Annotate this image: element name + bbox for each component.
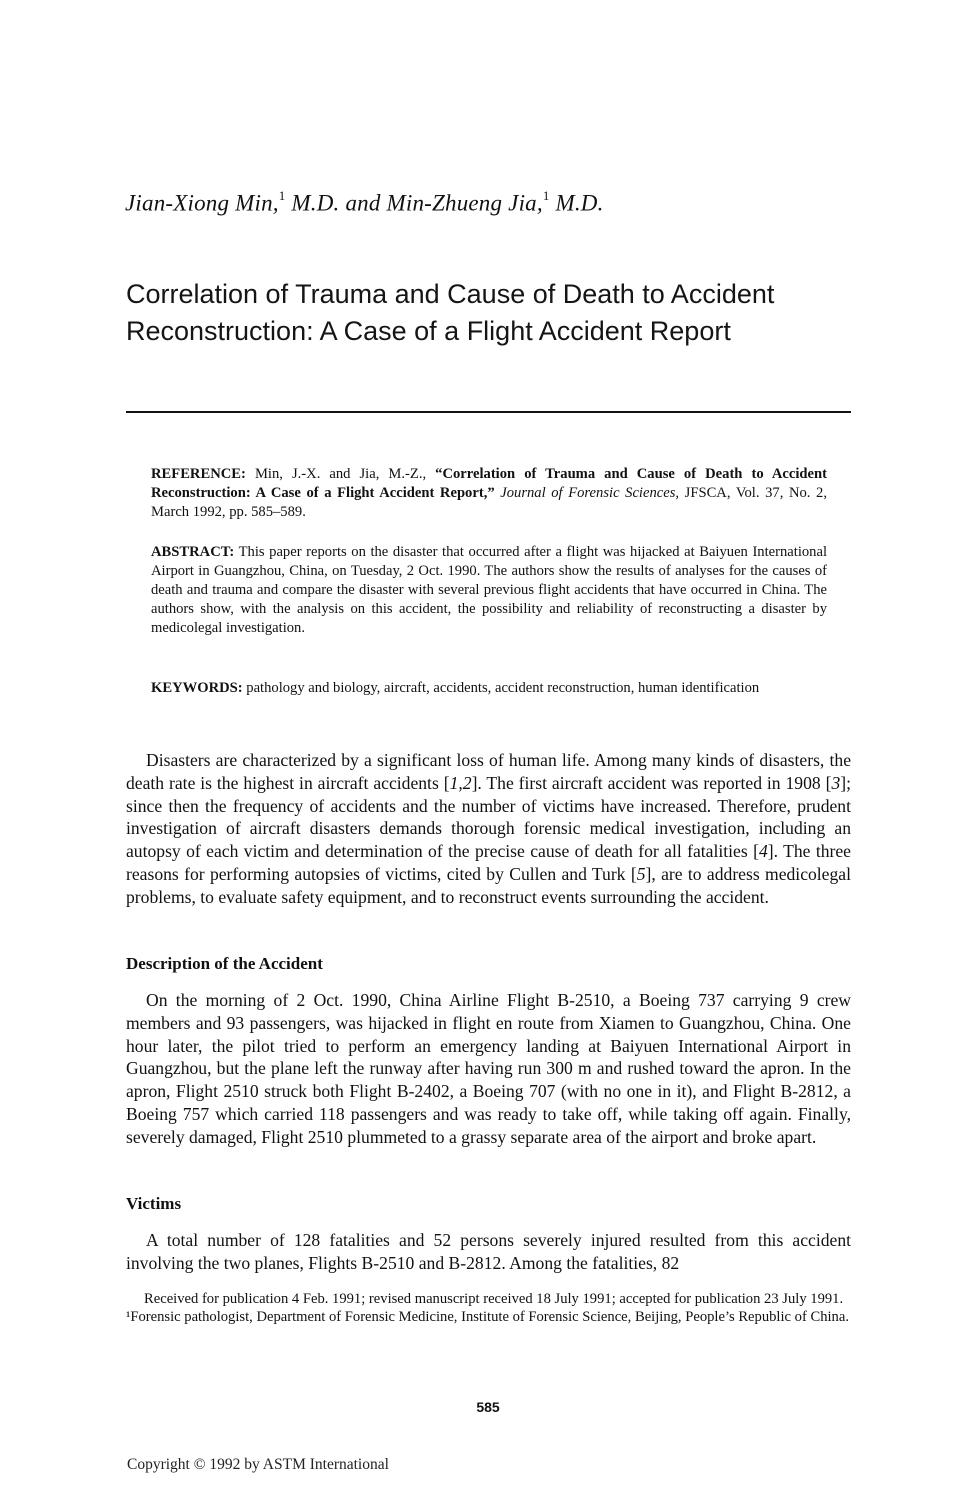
keywords-text: pathology and biology, aircraft, accidents, accident reconstruction, human identification (246, 680, 760, 696)
intro-text-4: ]. The three reasons for performing autopsies of victims, cited by Cullen and Turk [ (126, 841, 851, 884)
footnote-affiliation: ¹Forensic pathologist, Department of Forensic Medicine, Institute of Forensic Science, Beijing, People’s Republic of China. (126, 1309, 849, 1325)
author-2-degree: M.D. (555, 190, 604, 216)
reference-article-title: “Correlation of Trauma and Cause of Death to Accident Reconstruction: A Case of a Flight Accident Report,” (151, 466, 827, 501)
section-heading-description: Description of the Accident (126, 954, 323, 973)
abstract-block (151, 543, 827, 638)
reference-journal: Journal of Forensic Sciences, (500, 485, 680, 501)
intro-text-1: Disasters are characterized by a significant loss of human life. Among many kinds of disasters, the death rate is the highest in aircraft accidents [ (126, 750, 851, 793)
paper-title (126, 276, 886, 350)
reference-citation: JFSCA, Vol. 37, No. 2, March 1992, pp. 585–589. (151, 485, 827, 520)
intro-text-3: ]; since then the frequency of accidents and the number of victims have increased. Therefore, prudent investigation of aircraft disasters demands thorough forensic medical investigation, including an autopsy of each victim and determination of the precise cause of death for all fatalities [ (126, 772, 852, 862)
reference-block (151, 465, 827, 522)
footnotes (126, 1291, 851, 1326)
citation-ref: 1,2 (449, 772, 472, 793)
description-paragraph: On the morning of 2 Oct. 1990, China Airline Flight B-2510, a Boeing 737 carrying 9 crew members and 93 passengers, was hijacked in flight en route from Xiamen to Guangzhou, China. One hour later, the pilot tried to perform an emergency landing at Baiyuen International Airport in Guangzhou, but the plane left the runway after having run 300 m and rushed toward the apron. In the apron, Flight 2510 struck both Flight B-2402, a Boeing 707 (with no one in it), and Flight B-2812, a Boeing 757 which carried 118 passengers and was ready to take off, while taking off again. Finally, severely damaged, Flight 2510 plummeted to a grassy separate area of the airport and broke apart. (126, 990, 851, 1147)
author-joiner: and (345, 190, 381, 216)
citation-ref: 4 (758, 841, 768, 862)
author-2-footnote-mark: 1 (542, 188, 550, 203)
author-1-degree: M.D. (291, 190, 340, 216)
reference-label: REFERENCE: (151, 466, 246, 482)
intro-text-2: ]. The first aircraft accident was reported in 1908 [ (471, 772, 832, 793)
author-1-footnote-mark: 1 (278, 188, 286, 203)
copyright-notice: Copyright © 1992 by ASTM International (127, 1456, 389, 1473)
victims-paragraph: A total number of 128 fatalities and 52 persons severely injured resulted from this accident involving the two planes, Flights B-2510 and B-2812. Among the fatalities, 82 (126, 1230, 851, 1273)
abstract-label: ABSTRACT: (151, 544, 235, 560)
author-2-name: Min-Zhueng Jia, (386, 190, 543, 216)
title-line-1: Correlation of Trauma and Cause of Death to Accident (126, 279, 775, 309)
citation-ref: 3 (831, 772, 841, 793)
intro-paragraph (126, 749, 851, 909)
citation-ref: 5 (636, 863, 646, 884)
page-number: 585 (476, 1399, 500, 1415)
author-line (125, 190, 604, 217)
keywords-block (151, 679, 827, 698)
keywords-label: KEYWORDS: (151, 680, 243, 696)
title-line-2: Reconstruction: A Case of a Flight Accident Report (126, 316, 731, 346)
author-1-name: Jian-Xiong Min, (125, 190, 279, 216)
abstract-text: This paper reports on the disaster that occurred after a flight was hijacked at Baiyuen International Airport in Guangzhou, China, on Tuesday, 2 Oct. 1990. The authors show the results of analyses for the causes of death and trauma and compare the disaster with several previous flight accidents that have occurred in China. The authors show, with the analysis on this accident, the possibility and reliability of reconstructing a disaster by medicolegal investigation. (151, 544, 827, 636)
title-divider (126, 411, 851, 413)
section-heading-victims: Victims (126, 1194, 182, 1213)
intro-text-5: ], are to address medicolegal problems, to evaluate safety equipment, and to reconstruct events surrounding the accident. (126, 863, 851, 907)
reference-authors: Min, J.-X. and Jia, M.-Z., (254, 466, 436, 482)
footnote-received: Received for publication 4 Feb. 1991; revised manuscript received 18 July 1991; accepted for publication 23 July 1991. (144, 1291, 844, 1307)
